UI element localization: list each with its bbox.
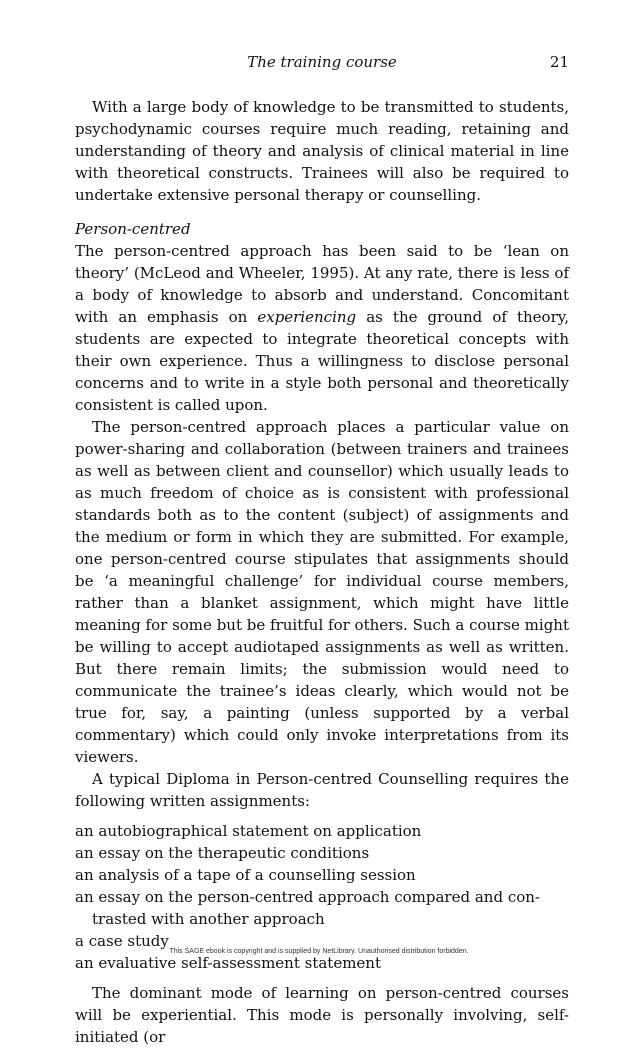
page-number: 21: [549, 53, 569, 71]
body-text: [75, 96, 569, 1048]
emphasis-experiencing: experiencing: [257, 308, 357, 326]
running-header: [75, 50, 569, 74]
paragraph-text: as the ground of theory, students are expected to integrate theoretical concepts with their own experience. Thus a willingness to disclose personal concerns and to write in a style both personal and theoretically consistent is called upon.: [75, 308, 569, 414]
paragraph-experiential: The dominant mode of learning on person-centred courses will be experiential. This mode is personally involving, self-initiated (or: [75, 984, 569, 1046]
list-item: an autobiographical statement on application: [75, 822, 422, 840]
list-item: a case study: [75, 932, 169, 950]
list-item: an analysis of a tape of a counselling session: [75, 866, 416, 884]
paragraph-lean-on-theory: [75, 240, 569, 416]
book-page: [75, 0, 569, 1046]
running-title: The training course: [247, 53, 397, 71]
list-item: an evaluative self-assessment statement: [75, 954, 381, 972]
section-heading: Person-centred: [75, 220, 191, 238]
copyright-notice: This SAGE ebook is copyright and is supplied by NetLibrary. Unauthorised distribution forbidden.: [169, 948, 469, 955]
paragraph-power-sharing: The person-centred approach places a particular value on power-sharing and collaboration (between trainers and trainees as well as between client and counsellor) which usually leads to as much freedom of choice as is consistent with professional standards both as to the content (subject) of assignments and the medium or form in which they are submitted. For example, one person-centred course stipulates that assignments should be ‘a meaningful challenge’ for individual course members, rather than a blanket assignment, which might have little meaning for some but be fruitful for others. Such a course might be willing to accept audiotaped assignments as well as written. But there remain limits; the submission would need to communicate the trainee’s ideas clearly, which would not be true for, say, a painting (unless supported by a verbal commentary) which could only invoke interpretations from its viewers.: [75, 418, 569, 766]
paragraph-text: The person-centred approach has been said to be ‘lean on theory’ (McLeod and Wheeler, 1995). At any rate, there is less of a body of knowledge to absorb and understand. Concomitant with an emphasis on: [75, 242, 569, 326]
paragraph-diploma: A typical Diploma in Person-centred Counselling requires the following written assignments:: [75, 770, 569, 810]
list-item: an essay on the person-centred approach compared and contrasted with another approach: [75, 888, 540, 928]
list-item: an essay on the therapeutic conditions: [75, 844, 370, 862]
paragraph-psychodynamic: With a large body of knowledge to be transmitted to students, psychodynamic courses require much reading, retaining and understanding of theory and analysis of clinical material in line with theoretical constructs. Trainees will also be required to undertake extensive personal therapy or counselling.: [75, 98, 569, 204]
